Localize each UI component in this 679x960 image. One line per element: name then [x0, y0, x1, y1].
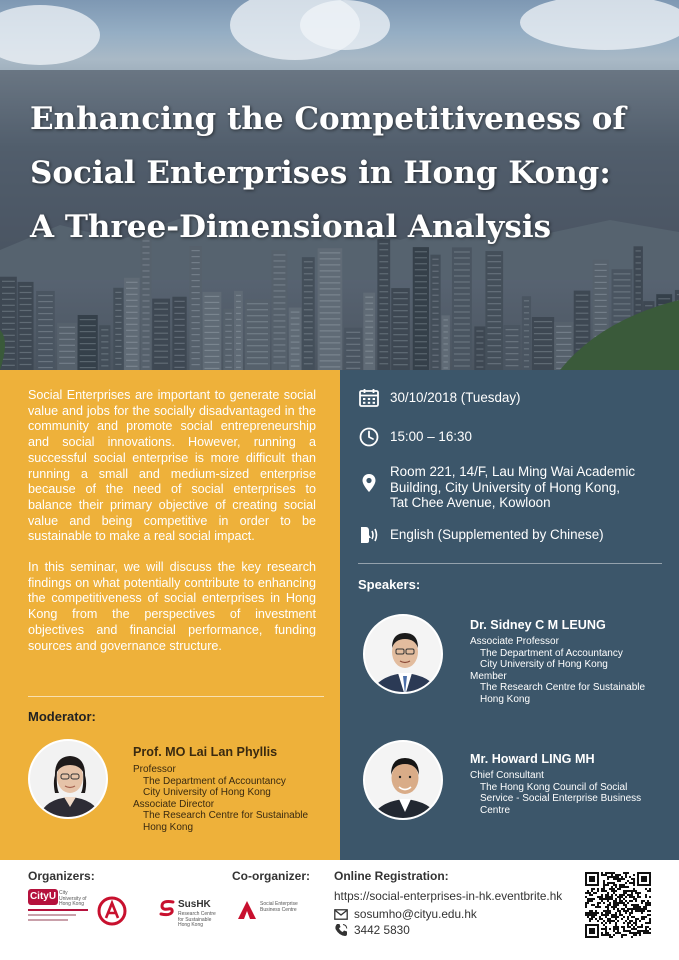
affiliation-line: Hong Kong — [143, 821, 194, 833]
divider — [358, 563, 662, 564]
title-line: Social Enterprises in Hong Kong: — [30, 155, 611, 191]
speaker-photo — [363, 614, 443, 694]
hero-banner — [0, 0, 679, 370]
event-title — [30, 92, 660, 254]
venue-line: Building, City University of Hong Kong, — [390, 479, 620, 495]
cityu-logo — [28, 889, 90, 929]
location-pin-icon — [358, 472, 380, 494]
title-line: A Three-Dimensional Analysis — [30, 209, 552, 245]
seb-centre-logo-icon — [236, 899, 258, 921]
speaker-details — [470, 636, 645, 706]
description-paragraph: In this seminar, we will discuss the key research findings on what potentially contribute to enhancing the competitiveness of social enterprises in Hong Kong from the perspectives of investment objectives and financial performance, funding sources and governance structure. — [28, 560, 316, 653]
speaker-photo — [363, 740, 443, 820]
affiliation-line: Centre — [480, 804, 511, 816]
affiliation-line: Service - Social Enterprise Business — [480, 793, 642, 805]
affiliation-line: The Research Centre for Sustainable — [480, 682, 646, 694]
moderator-details — [133, 764, 308, 834]
affiliation-line: Associate Professor — [470, 636, 559, 647]
affiliation-line: Chief Consultant — [470, 770, 544, 781]
event-date: 30/10/2018 (Tuesday) — [390, 390, 521, 405]
affiliation-line: City University of Hong Kong — [480, 659, 608, 671]
sushk-logo-icon — [158, 899, 176, 917]
phone-icon — [334, 923, 348, 937]
moderator-heading: Moderator: — [28, 709, 96, 724]
affiliation-line: The Department of Accountancy — [480, 647, 623, 659]
registration-link[interactable]: https://social-enterprises-in-hk.eventbrite.hk — [334, 889, 563, 903]
affiliation-line: The Department of Accountancy — [143, 775, 286, 787]
title-line: Enhancing the Competitiveness of — [30, 101, 626, 137]
affiliation-line: The Hong Kong Council of Social — [480, 781, 628, 793]
venue-line: Room 221, 14/F, Lau Ming Wai Academic — [390, 464, 636, 479]
affiliation-line: The Research Centre for Sustainable — [143, 810, 309, 822]
seb-centre-logo — [236, 899, 298, 925]
affiliation-line: City University of Hong Kong — [143, 787, 271, 799]
divider — [28, 696, 324, 697]
speaker-name: Dr. Sidney C M LEUNG — [470, 618, 606, 632]
sushk-logo-text: Research Centre for Sustainable Hong Kong — [178, 911, 216, 928]
envelope-icon — [334, 909, 348, 920]
contact-email[interactable]: sosumho@cityu.edu.hk — [354, 907, 477, 921]
moderator-name: Prof. MO Lai Lan Phyllis — [133, 745, 278, 759]
clock-icon — [358, 426, 380, 448]
speakers-heading: Speakers: — [358, 577, 421, 592]
calendar-icon — [358, 387, 380, 409]
speaking-icon — [358, 524, 380, 546]
seb-centre-logo-text: Social Enterprise Business Centre — [260, 901, 298, 913]
description-paragraph: Social Enterprises are important to generate social value and jobs for the socially disadvantaged in the community and promote social entrepreneurship and social innovations. However, running a successful social enterprise is more difficult than running a small and medium-sized enterprise because of the need of social enterprises to balance their primary objective of creating social value and being competitive in order to be sustainable to make a real social impact. — [28, 388, 316, 544]
affiliation-line: Member — [470, 670, 507, 682]
sushk-logo-mark: SusHK — [178, 899, 211, 910]
affiliation-line: Associate Director — [133, 798, 215, 810]
speaker-name: Mr. Howard LING MH — [470, 752, 595, 766]
speaker-details — [470, 770, 641, 816]
event-language: English (Supplemented by Chinese) — [390, 527, 604, 542]
affiliation-line: Hong Kong — [480, 693, 531, 705]
moderator-photo — [28, 739, 108, 819]
event-time: 15:00 – 16:30 — [390, 429, 472, 444]
organizers-label: Organizers: — [28, 869, 95, 883]
accountancy-logo — [97, 896, 127, 926]
cityu-logo-mark: CityU — [28, 889, 58, 905]
contact-phone[interactable]: 3442 5830 — [354, 923, 410, 937]
cityu-logo-text: City University of Hong Kong — [59, 890, 87, 907]
coorganizer-label: Co-organizer: — [232, 869, 310, 883]
seminar-description — [28, 388, 316, 654]
sushk-logo — [158, 897, 218, 927]
registration-label: Online Registration: — [334, 869, 449, 883]
affiliation-line: Professor — [133, 764, 176, 775]
venue-line: Tat Chee Avenue, Kowloon — [390, 495, 551, 510]
qr-code[interactable] — [585, 872, 651, 938]
